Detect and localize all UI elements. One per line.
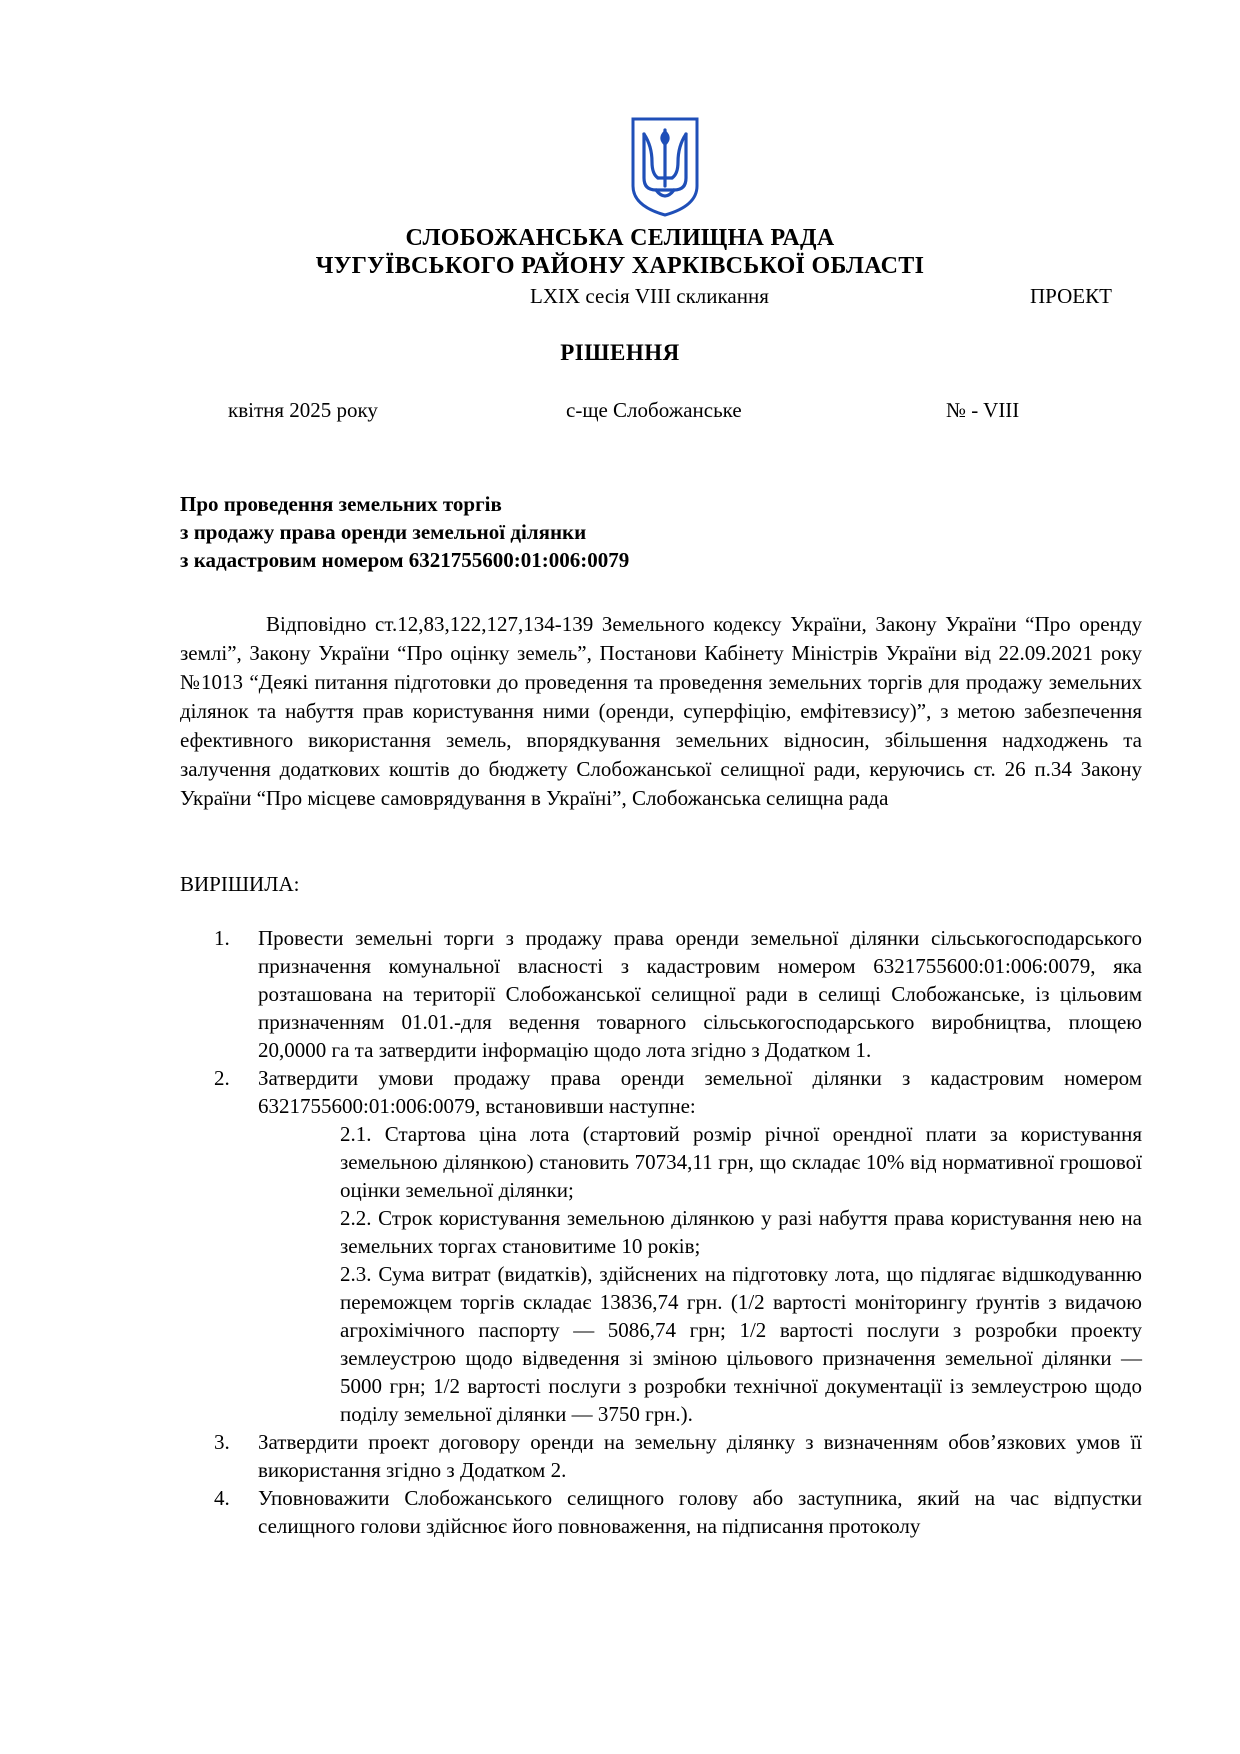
item-text: Затвердити умови продажу права оренди земельної ділянки з кадастровим номером 6321755600:01:006:0079, встановивши наступне:: [258, 1066, 1142, 1118]
sub-list: [180, 1120, 1142, 1428]
decision-subject: [180, 490, 629, 574]
item-number: 3.: [214, 1430, 230, 1454]
list-item: [180, 1484, 1142, 1540]
decision-number: № - VIII: [946, 398, 1020, 422]
preamble-paragraph: Відповідно ст.12,83,122,127,134-139 Земельного кодексу України, Закону України “Про оренду землі”, Закону України “Про оцінку земель”, Постанови Кабінету Міністрів України від 22.09.2021 року №1013 “Деякі питання підготовки до проведення та проведення земельних торгів для продажу земельних ділянок та набуття прав користування ними (оренди, суперфіцію, емфітевзису)”, з метою забезпечення ефективного використання земель, впорядкування земельних відносин, збільшення надходжень та залучення додаткових коштів до бюджету Слобожанської селищної ради, керуючись ст. 26 п.34 Закону України “Про місцеве самоврядування в Україні”, Слобожанська селищна рада: [180, 612, 1142, 810]
list-item: [180, 1064, 1142, 1120]
item-number: 1.: [214, 926, 230, 950]
subject-line: з кадастровим номером 6321755600:01:006:0079: [180, 548, 630, 572]
document-title: РІШЕННЯ: [560, 340, 680, 365]
sub-list-item: 2.1. Стартова ціна лота (стартовий розмір річної орендної плати за користування земельною ділянкою) становить 70734,11 грн, що складає 10% від нормативної грошової оцінки земельної ділянки;: [340, 1122, 1142, 1202]
list-item: [180, 924, 1142, 1064]
sub-list-item: 2.3. Сума витрат (видатків), здійснених на підготовку лота, що підлягає відшкодуванню переможцем торгів складає 13836,74 грн. (1/2 вартості моніторингу ґрунтів з видачою агрохімічного паспорту — 5086,74 грн; 1/2 вартості послуги з розробки проекту землеустрою щодо відведення зі зміною цільового призначення земельної ділянки — 5000 грн; 1/2 вартості послуги з розробки технічної документації із землеустрою щодо поділу земельної ділянки — 3750 грн.).: [340, 1262, 1142, 1426]
resolved-label: ВИРІШИЛА:: [180, 872, 300, 896]
list-item: [180, 1428, 1142, 1484]
subject-line: Про проведення земельних торгів: [180, 492, 502, 516]
item-number: 2.: [214, 1066, 230, 1090]
resolution-list: [180, 924, 1142, 1540]
decision-place: с-ще Слобожанське: [566, 398, 742, 422]
district-name: ЧУГУЇВСЬКОГО РАЙОНУ ХАРКІВСЬКОЇ ОБЛАСТІ: [315, 253, 925, 279]
trident-coat-of-arms-icon: [630, 116, 700, 218]
decision-date: квітня 2025 року: [228, 398, 378, 422]
item-number: 4.: [214, 1486, 230, 1510]
item-text: Затвердити проект договору оренди на земельну ділянку з визначенням обов’язкових умов її використання згідно з Додатком 2.: [258, 1430, 1142, 1482]
project-label: ПРОЕКТ: [1030, 284, 1112, 308]
session-label: LXIX сесія VIII скликання: [530, 284, 769, 308]
council-name: СЛОБОЖАНСЬКА СЕЛИЩНА РАДА: [405, 225, 835, 251]
item-text: Провести земельні торги з продажу права оренди земельної ділянки сільськогосподарського призначення комунальної власності з кадастровим номером 6321755600:01:006:0079, яка розташована на території Слобожанської селищної ради в селищі Слобожанське, із цільовим призначенням 01.01.-для ведення товарного сільськогосподарського виробництва, площею 20,0000 га та затвердити інформацію щодо лота згідно з Додатком 1.: [258, 926, 1142, 1062]
sub-list-item: 2.2. Строк користування земельною ділянкою у разі набуття права користування нею на земельних торгах становитиме 10 років;: [340, 1206, 1142, 1258]
subject-line: з продажу права оренди земельної ділянки: [180, 520, 587, 544]
item-text: Уповноважити Слобожанського селищного голову або заступника, який на час відпустки селищного голови здійснює його повноваження, на підписання протоколу: [258, 1486, 1142, 1538]
